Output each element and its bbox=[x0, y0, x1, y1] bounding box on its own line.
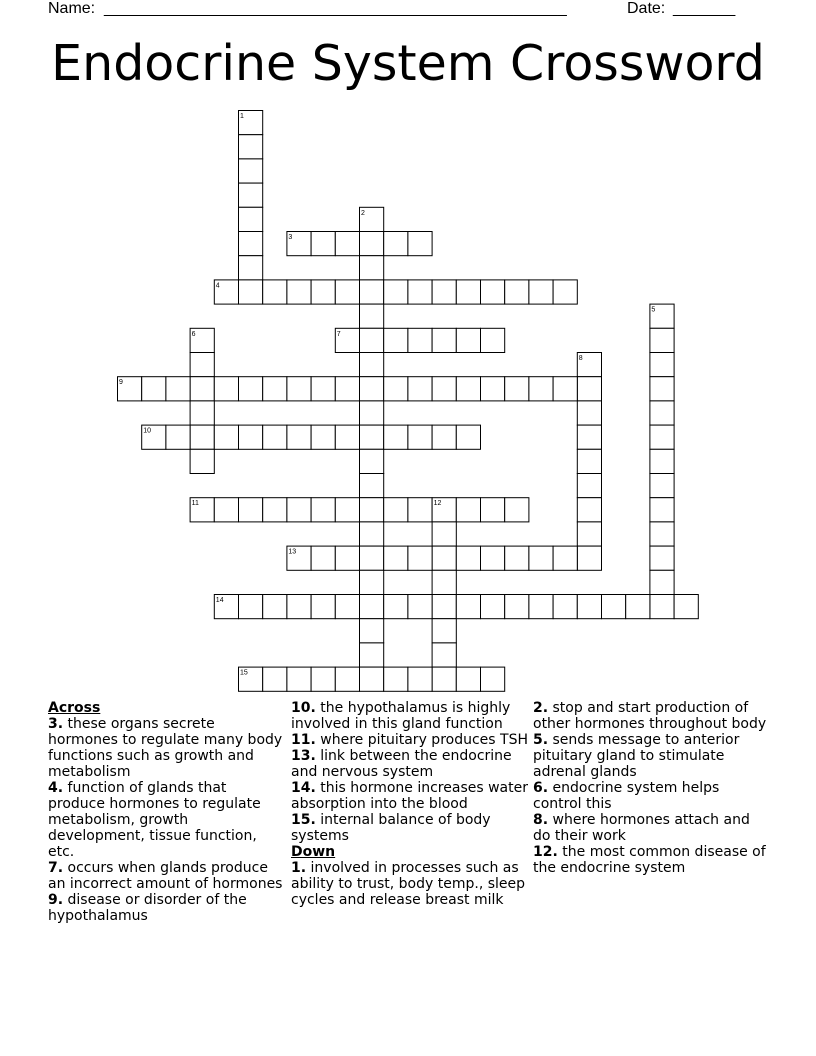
grid-cell-r13-c6[interactable] bbox=[263, 425, 287, 449]
grid-cell-r13-c9[interactable] bbox=[335, 425, 359, 449]
grid-cell-r19-c10[interactable] bbox=[360, 570, 384, 594]
grid-cell-r16-c16[interactable] bbox=[505, 498, 529, 522]
across-heading: Across bbox=[48, 700, 101, 716]
grid-cell-r23-c9[interactable] bbox=[335, 667, 359, 691]
grid-cell-r11-c13[interactable] bbox=[432, 377, 456, 401]
grid-cell-r16-c12[interactable] bbox=[408, 498, 432, 522]
clue-down-1: 1. involved in processes such as ability to trust, body temp., sleep cycles and release breast milk bbox=[291, 860, 526, 908]
grid-cell-r20-c18[interactable] bbox=[553, 595, 577, 619]
grid-cell-r20-c5[interactable] bbox=[239, 595, 263, 619]
grid-cell-r11-c18[interactable] bbox=[553, 377, 577, 401]
grid-cell-r12-c10[interactable] bbox=[360, 401, 384, 425]
clue-number-12: 12 bbox=[433, 500, 442, 508]
grid-cell-r9-c12[interactable] bbox=[408, 328, 432, 352]
grid-cell-r16-c19[interactable] bbox=[577, 498, 601, 522]
grid-cell-r18-c15[interactable] bbox=[481, 546, 505, 570]
grid-cell-r11-c14[interactable] bbox=[456, 377, 480, 401]
grid-cell-r23-c11[interactable] bbox=[384, 667, 408, 691]
clue-number-11: 11 bbox=[191, 500, 199, 508]
grid-cell-r11-c22[interactable] bbox=[650, 377, 674, 401]
clue-across-15: 15. internal balance of body systems bbox=[291, 812, 491, 844]
grid-cell-r15-c22[interactable] bbox=[650, 474, 674, 498]
clue-down-6: 6. endocrine system helps control this bbox=[533, 780, 720, 812]
grid-cell-r13-c3[interactable] bbox=[190, 425, 214, 449]
grid-cell-r7-c10[interactable] bbox=[360, 280, 384, 304]
clue-down-12: 12. the most common disease of the endocrine system bbox=[533, 844, 766, 876]
grid-cell-r18-c10[interactable] bbox=[360, 546, 384, 570]
clue-down-5: 5. sends message to anterior pituitary gland to stimulate adrenal glands bbox=[533, 732, 740, 780]
grid-cell-r22-c13[interactable] bbox=[432, 643, 456, 667]
grid-cell-r21-c10[interactable] bbox=[360, 619, 384, 643]
grid-cell-r11-c12[interactable] bbox=[408, 377, 432, 401]
grid-cell-r5-c12[interactable] bbox=[408, 232, 432, 256]
grid-cell-r13-c11[interactable] bbox=[384, 425, 408, 449]
grid-cell-r8-c10[interactable] bbox=[360, 304, 384, 328]
grid-cell-r18-c8[interactable] bbox=[311, 546, 335, 570]
grid-cell-r11-c4[interactable] bbox=[214, 377, 238, 401]
grid-cell-r20-c14[interactable] bbox=[456, 595, 480, 619]
clue-across-13: 13. link between the endocrine and nervous system bbox=[291, 748, 512, 780]
grid-cell-r12-c3[interactable] bbox=[190, 401, 214, 425]
grid-cell-r17-c10[interactable] bbox=[360, 522, 384, 546]
grid-cell-r7-c7[interactable] bbox=[287, 280, 311, 304]
grid-cell-r11-c3[interactable] bbox=[190, 377, 214, 401]
grid-cell-r16-c10[interactable] bbox=[360, 498, 384, 522]
grid-cell-r5-c9[interactable] bbox=[335, 232, 359, 256]
grid-cell-r11-c17[interactable] bbox=[529, 377, 553, 401]
grid-cell-r13-c10[interactable] bbox=[360, 425, 384, 449]
grid-cell-r9-c22[interactable] bbox=[650, 328, 674, 352]
grid-cell-r7-c16[interactable] bbox=[505, 280, 529, 304]
clue-across-14: 14. this hormone increases water absorption into the blood bbox=[291, 780, 528, 812]
clue-number-1: 1 bbox=[240, 113, 244, 120]
clue-number-13: 13 bbox=[288, 548, 297, 556]
clue-across-11: 11. where pituitary produces TSH bbox=[291, 732, 528, 748]
clue-across-7: 7. occurs when glands produce an incorrect amount of hormones bbox=[48, 860, 283, 892]
grid-cell-r15-c10[interactable] bbox=[360, 474, 384, 498]
grid-cell-r16-c8[interactable] bbox=[311, 498, 335, 522]
name-field-line[interactable]: ____________________________________________________ bbox=[104, 0, 567, 17]
grid-cell-r2-c5[interactable] bbox=[239, 159, 263, 183]
down-heading: Down bbox=[291, 844, 336, 860]
grid-cell-r13-c12[interactable] bbox=[408, 425, 432, 449]
grid-cell-r20-c20[interactable] bbox=[602, 595, 626, 619]
grid-cell-r17-c13[interactable] bbox=[432, 522, 456, 546]
grid-cell-r23-c14[interactable] bbox=[456, 667, 480, 691]
grid-cell-r13-c5[interactable] bbox=[239, 425, 263, 449]
grid-cell-r6-c10[interactable] bbox=[360, 256, 384, 280]
grid-cell-r12-c19[interactable] bbox=[577, 401, 601, 425]
grid-cell-r4-c5[interactable] bbox=[239, 207, 263, 231]
grid-cell-r10-c3[interactable] bbox=[190, 353, 214, 377]
grid-cell-r23-c8[interactable] bbox=[311, 667, 335, 691]
grid-cell-r5-c8[interactable] bbox=[311, 232, 335, 256]
grid-cell-r20-c21[interactable] bbox=[626, 595, 650, 619]
grid-cell-r18-c9[interactable] bbox=[335, 546, 359, 570]
clue-number-4: 4 bbox=[215, 282, 220, 290]
grid-cell-r20-c17[interactable] bbox=[529, 595, 553, 619]
grid-cell-r16-c22[interactable] bbox=[650, 498, 674, 522]
grid-cell-r13-c22[interactable] bbox=[650, 425, 674, 449]
grid-cell-r11-c7[interactable] bbox=[287, 377, 311, 401]
grid-cell-r10-c22[interactable] bbox=[650, 353, 674, 377]
grid-cell-r20-c8[interactable] bbox=[311, 595, 335, 619]
grid-cell-r7-c5[interactable] bbox=[239, 280, 263, 304]
grid-cell-r18-c14[interactable] bbox=[456, 546, 480, 570]
grid-cell-r23-c7[interactable] bbox=[287, 667, 311, 691]
grid-cell-r12-c22[interactable] bbox=[650, 401, 674, 425]
grid-cell-r18-c11[interactable] bbox=[384, 546, 408, 570]
grid-cell-r3-c5[interactable] bbox=[239, 183, 263, 207]
grid-cell-r11-c5[interactable] bbox=[239, 377, 263, 401]
grid-cell-r9-c14[interactable] bbox=[456, 328, 480, 352]
clues-column-3 bbox=[533, 700, 771, 876]
clue-number-7: 7 bbox=[336, 330, 341, 338]
grid-cell-r11-c1[interactable] bbox=[142, 377, 166, 401]
grid-cell-r23-c13[interactable] bbox=[432, 667, 456, 691]
grid-cell-r18-c13[interactable] bbox=[432, 546, 456, 570]
grid-cell-r16-c9[interactable] bbox=[335, 498, 359, 522]
clue-number-10: 10 bbox=[143, 427, 151, 435]
clue-number-3: 3 bbox=[288, 234, 293, 241]
grid-cell-r16-c5[interactable] bbox=[239, 498, 263, 522]
grid-cell-r20-c12[interactable] bbox=[408, 595, 432, 619]
grid-cell-r16-c6[interactable] bbox=[263, 498, 287, 522]
grid-cell-r22-c10[interactable] bbox=[360, 643, 384, 667]
grid-cell-r13-c4[interactable] bbox=[214, 425, 238, 449]
grid-cell-r7-c18[interactable] bbox=[553, 280, 577, 304]
clue-number-6: 6 bbox=[191, 330, 196, 338]
clue-number-9: 9 bbox=[119, 379, 123, 387]
grid-cell-r11-c2[interactable] bbox=[166, 377, 190, 401]
grid-cell-r10-c10[interactable] bbox=[360, 353, 384, 377]
clue-across-9: 9. disease or disorder of the hypothalamus bbox=[48, 892, 247, 924]
grid-cell-r9-c10[interactable] bbox=[360, 328, 384, 352]
grid-cell-r7-c12[interactable] bbox=[408, 280, 432, 304]
grid-cell-r1-c5[interactable] bbox=[239, 135, 263, 159]
grid-cell-r20-c9[interactable] bbox=[335, 595, 359, 619]
grid-cell-r5-c11[interactable] bbox=[384, 232, 408, 256]
grid-cell-r9-c11[interactable] bbox=[384, 328, 408, 352]
grid-cell-r14-c3[interactable] bbox=[190, 449, 214, 473]
date-field-line[interactable]: _______ bbox=[673, 0, 736, 17]
clue-number-2: 2 bbox=[361, 209, 365, 217]
grid-cell-r20-c11[interactable] bbox=[384, 595, 408, 619]
grid-cell-r20-c23[interactable] bbox=[674, 595, 698, 619]
grid-cell-r14-c10[interactable] bbox=[360, 449, 384, 473]
grid-cell-r18-c18[interactable] bbox=[553, 546, 577, 570]
page-title: Endocrine System Crossword bbox=[51, 35, 765, 92]
grid-cell-r20-c16[interactable] bbox=[505, 595, 529, 619]
grid-cell-r16-c4[interactable] bbox=[214, 498, 238, 522]
grid-cell-r19-c22[interactable] bbox=[650, 570, 674, 594]
grid-cell-r9-c13[interactable] bbox=[432, 328, 456, 352]
clue-number-8: 8 bbox=[578, 355, 583, 362]
clue-number-5: 5 bbox=[651, 306, 656, 314]
grid-cell-r14-c22[interactable] bbox=[650, 449, 674, 473]
grid-cell-r18-c16[interactable] bbox=[505, 546, 529, 570]
clues-column-2 bbox=[291, 700, 529, 908]
grid-cell-r17-c19[interactable] bbox=[577, 522, 601, 546]
grid-cell-r14-c19[interactable] bbox=[577, 449, 601, 473]
grid-cell-r16-c15[interactable] bbox=[481, 498, 505, 522]
grid-cell-r16-c11[interactable] bbox=[384, 498, 408, 522]
grid-cell-r7-c17[interactable] bbox=[529, 280, 553, 304]
grid-cell-r11-c10[interactable] bbox=[360, 377, 384, 401]
grid-cell-r13-c19[interactable] bbox=[577, 425, 601, 449]
grid-cell-r11-c6[interactable] bbox=[263, 377, 287, 401]
grid-cell-r18-c22[interactable] bbox=[650, 546, 674, 570]
clue-across-10: 10. the hypothalamus is highly involved in this gland function bbox=[291, 700, 511, 732]
grid-cell-r15-c19[interactable] bbox=[577, 474, 601, 498]
clue-number-14: 14 bbox=[215, 597, 224, 604]
grid-cell-r7-c13[interactable] bbox=[432, 280, 456, 304]
grid-cell-r17-c22[interactable] bbox=[650, 522, 674, 546]
grid-cell-r21-c13[interactable] bbox=[432, 619, 456, 643]
grid-cell-r13-c7[interactable] bbox=[287, 425, 311, 449]
grid-cell-r13-c2[interactable] bbox=[166, 425, 190, 449]
grid-cell-r20-c7[interactable] bbox=[287, 595, 311, 619]
grid-cell-r23-c10[interactable] bbox=[360, 667, 384, 691]
grid-cell-r7-c8[interactable] bbox=[311, 280, 335, 304]
grid-cell-r5-c10[interactable] bbox=[360, 232, 384, 256]
grid-cell-r20-c13[interactable] bbox=[432, 595, 456, 619]
grid-cell-r11-c19[interactable] bbox=[577, 377, 601, 401]
grid-cell-r20-c19[interactable] bbox=[577, 595, 601, 619]
clue-across-3: 3. these organs secrete hormones to regulate many body functions such as growth and metabolism bbox=[48, 716, 283, 780]
clues-column-1 bbox=[48, 700, 286, 924]
grid-cell-r18-c17[interactable] bbox=[529, 546, 553, 570]
grid-cell-r20-c22[interactable] bbox=[650, 595, 674, 619]
clue-number-15: 15 bbox=[240, 669, 248, 677]
grid-cell-r5-c5[interactable] bbox=[239, 232, 263, 256]
grid-cell-r18-c12[interactable] bbox=[408, 546, 432, 570]
grid-cell-r13-c13[interactable] bbox=[432, 425, 456, 449]
grid-cell-r23-c6[interactable] bbox=[263, 667, 287, 691]
grid-cell-r7-c9[interactable] bbox=[335, 280, 359, 304]
grid-cell-r7-c15[interactable] bbox=[481, 280, 505, 304]
grid-cell-r6-c5[interactable] bbox=[239, 256, 263, 280]
grid-cell-r11-c16[interactable] bbox=[505, 377, 529, 401]
grid-cell-r11-c9[interactable] bbox=[335, 377, 359, 401]
grid-cell-r19-c13[interactable] bbox=[432, 570, 456, 594]
date-label: Date: bbox=[627, 0, 666, 17]
grid-cell-r13-c14[interactable] bbox=[456, 425, 480, 449]
grid-cell-r23-c12[interactable] bbox=[408, 667, 432, 691]
grid-cell-r9-c15[interactable] bbox=[481, 328, 505, 352]
grid-cell-r16-c7[interactable] bbox=[287, 498, 311, 522]
grid-cell-r20-c15[interactable] bbox=[481, 595, 505, 619]
grid-cell-r20-c6[interactable] bbox=[263, 595, 287, 619]
grid-cell-r7-c6[interactable] bbox=[263, 280, 287, 304]
grid-cell-r11-c15[interactable] bbox=[481, 377, 505, 401]
grid-cell-r7-c11[interactable] bbox=[384, 280, 408, 304]
grid-cell-r13-c8[interactable] bbox=[311, 425, 335, 449]
grid-cell-r16-c14[interactable] bbox=[456, 498, 480, 522]
clue-down-8: 8. where hormones attach and do their work bbox=[533, 812, 750, 844]
grid-cell-r18-c19[interactable] bbox=[577, 546, 601, 570]
grid-cell-r20-c10[interactable] bbox=[360, 595, 384, 619]
name-label: Name: bbox=[48, 0, 96, 17]
grid-cell-r7-c14[interactable] bbox=[456, 280, 480, 304]
clue-across-4: 4. function of glands that produce hormones to regulate metabolism, growth development, tissue function, etc. bbox=[48, 780, 261, 860]
grid-cell-r11-c11[interactable] bbox=[384, 377, 408, 401]
clue-down-2: 2. stop and start production of other hormones throughout body bbox=[533, 700, 767, 732]
grid-cell-r23-c15[interactable] bbox=[481, 667, 505, 691]
grid-cell-r11-c8[interactable] bbox=[311, 377, 335, 401]
